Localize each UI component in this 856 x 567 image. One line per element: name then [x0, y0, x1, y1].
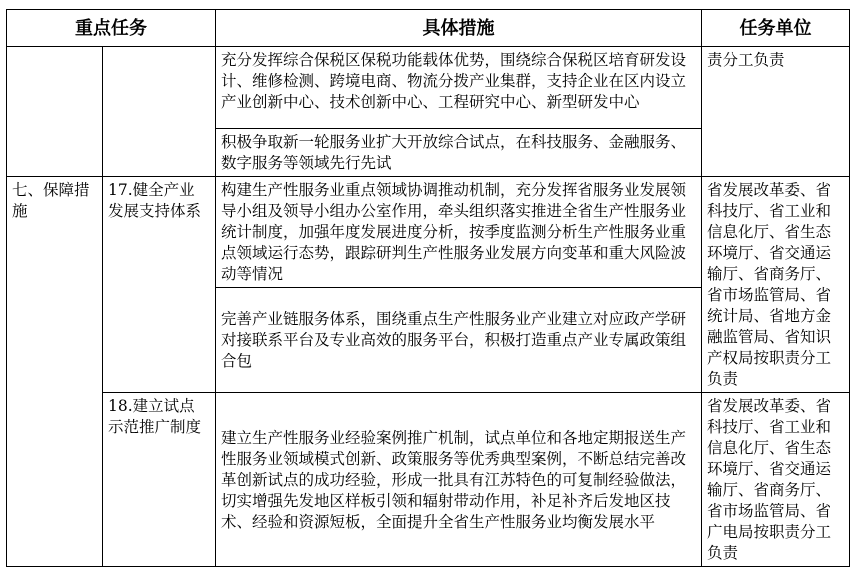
cont-section-cell: [7, 47, 103, 177]
header-unit: 任务单位: [702, 10, 850, 47]
table-row: [7, 47, 850, 129]
task18-unit-cell: 省发展改革委、省科技厅、省工业和信息化厅、省生态环境厅、省交通运输厅、省商务厅、省市场监管局、省广电局按职责分工负责: [702, 393, 850, 567]
task17-measure-1: 构建生产性服务业重点领域协调推动机制，充分发挥省服务业发展领导小组及领导小组办公室作用，牵头组织落实推进全省生产性服务业统计制度，加强年度发展进度分析，按季度监测分析生产性服务业重点领域运行态势，跟踪研判生产性服务业发展方向变革和重大风险波动等情况: [216, 177, 702, 288]
header-measures: 具体措施: [216, 10, 702, 47]
task18-measure-1: 建立生产性服务业经验案例推广机制，试点单位和各地定期报送生产性服务业领域模式创新、政策服务等优秀典型案例，不断总结完善改革创新试点的成功经验，形成一批具有江苏特色的可复制经验做法，切实增强先发地区样板引领和辐射带动作用，补足补齐后发地区技术、经验和资源短板，全面提升全省生产性服务业均衡发展水平: [216, 393, 702, 567]
cont-measure-2: 积极争取新一轮服务业扩大开放综合试点，在科技服务、金融服务、数字服务等领域先行先试: [216, 129, 702, 177]
header-key-task: 重点任务: [7, 10, 216, 47]
table-header-row: [7, 10, 850, 47]
table-row: [7, 177, 850, 288]
task18-title-cell: 18.建立试点示范推广制度: [103, 393, 216, 567]
section-title-cell: 七、保障措施: [7, 177, 103, 567]
task17-measure-2: 完善产业链服务体系，围绕重点生产性服务业产业建立对应政产学研对接联系平台及专业高效的服务平台，积极打造重点产业专属政策组合包: [216, 288, 702, 393]
table-row: [7, 393, 850, 567]
task-table: [6, 9, 850, 567]
cont-task-cell: [103, 47, 216, 177]
task17-title-cell: 17.健全产业发展支持体系: [103, 177, 216, 393]
cont-measure-1: 充分发挥综合保税区保税功能载体优势，围绕综合保税区培育研发设计、维修检测、跨境电商、物流分拨产业集群，支持企业在区内设立产业创新中心、技术创新中心、工程研究中心、新型研发中心: [216, 47, 702, 129]
cont-unit-cell: 责分工负责: [702, 47, 850, 177]
task17-unit-cell: 省发展改革委、省科技厅、省工业和信息化厅、省生态环境厅、省交通运输厅、省商务厅、省市场监管局、省统计局、省地方金融监管局、省知识产权局按职责分工负责: [702, 177, 850, 393]
